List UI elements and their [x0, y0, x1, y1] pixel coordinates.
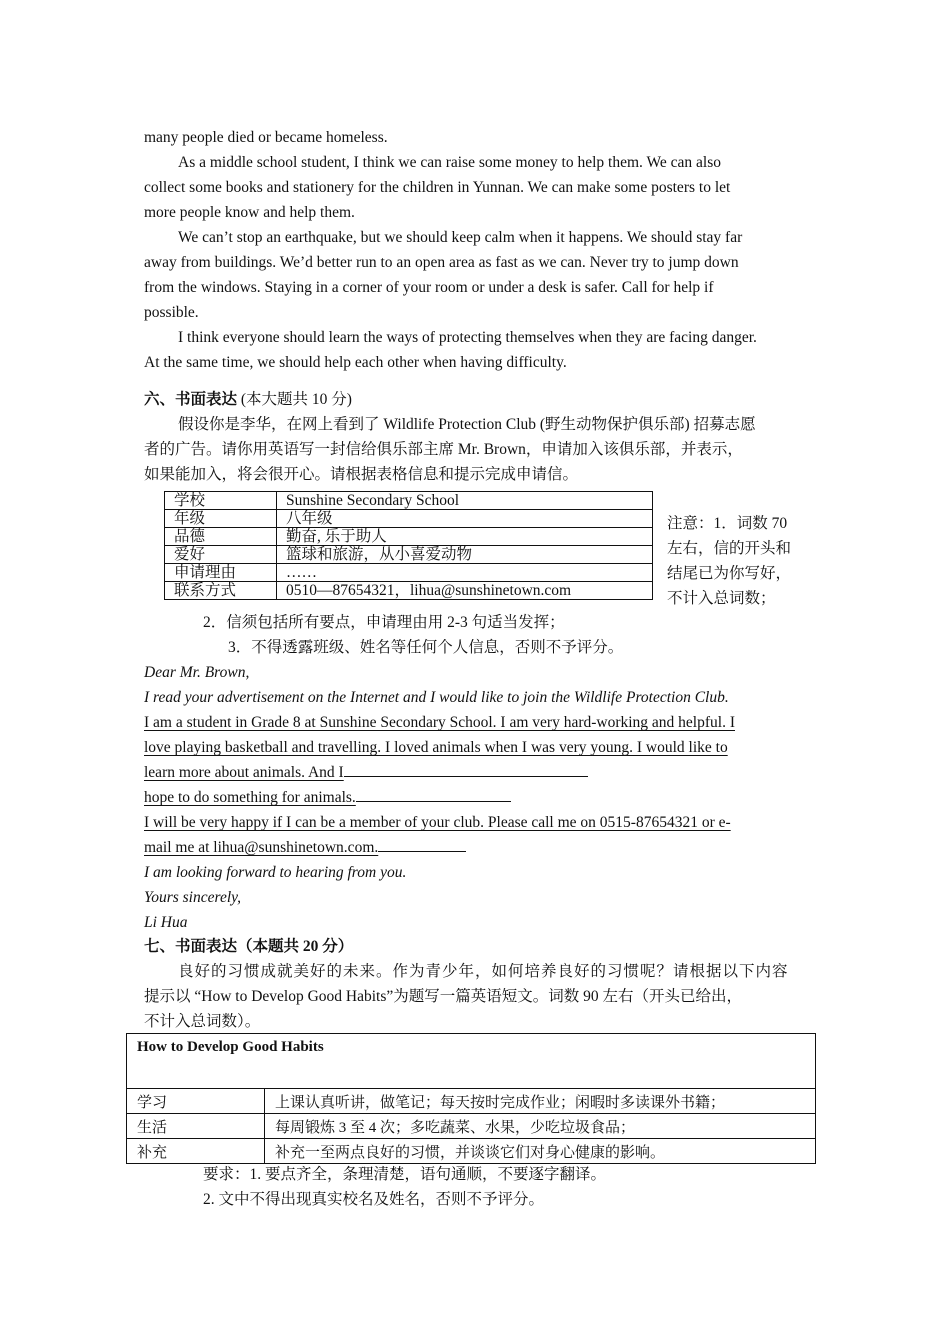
table-value: 0510—87654321，lihua@sunshinetown.com: [277, 582, 653, 600]
letter-sign-off: Yours sincerely,: [144, 889, 242, 906]
passage-line: We can’t stop an earthquake, but we should keep calm when it happens. We should stay far: [178, 229, 743, 246]
table-value: 勤奋, 乐于助人: [277, 528, 653, 546]
section7-instruction: 不计入总词数）。: [144, 1013, 261, 1030]
requirement-2: 2．信须包括所有要点，申请理由用 2-3 句适当发挥；: [203, 614, 565, 631]
habit-table-title: How to Develop Good Habits: [127, 1034, 816, 1089]
table-row: [165, 582, 653, 600]
section7-title: 七、书面表达（本题共 20 分）: [144, 938, 354, 955]
table-value: 八年级: [277, 510, 653, 528]
note-line: 结尾已为你写好，: [667, 565, 792, 582]
table-label: 年级: [165, 510, 277, 528]
table-value: 篮球和旅游，从小喜爱动物: [277, 546, 653, 564]
letter-body-text: mail me at lihua@sunshinetown.com.: [144, 839, 379, 856]
table-label: 联系方式: [165, 582, 277, 600]
section7-instruction: 提示以 “How to Develop Good Habits”为题写一篇英语短文。词数 90 左右（开头已给出，: [144, 988, 743, 1005]
note-line: 注意：1．词数 70: [667, 515, 788, 532]
table-row: [127, 1089, 816, 1114]
table-value: 补充一至两点良好的习惯，并谈谈它们对身心健康的影响。: [265, 1139, 816, 1164]
answer-blank: [378, 837, 466, 852]
letter-body-line: [144, 835, 466, 860]
table-label: 品德: [165, 528, 277, 546]
table-label: 申请理由: [165, 564, 277, 582]
passage-line: away from buildings. We’d better run to an open area as fast as we can. Never try to jump down: [144, 254, 739, 271]
answer-blank: [344, 762, 588, 777]
requirement-3: 3．不得透露班级、姓名等任何个人信息，否则不予评分。: [228, 639, 624, 656]
section6-instruction: 假设你是李华，在网上看到了 Wildlife Protection Club (野生动物保护俱乐部) 招募志愿: [178, 416, 756, 433]
table-label: 生活: [127, 1114, 265, 1139]
letter-body-text: learn more about animals. And I: [144, 764, 344, 781]
passage-line: collect some books and stationery for the children in Yunnan. We can make some posters to let: [144, 179, 731, 196]
letter-closing: I am looking forward to hearing from you.: [144, 864, 407, 881]
table-value: ……: [277, 564, 653, 582]
letter-intro: I read your advertisement on the Internet and I would like to join the Wildlife Protection Club.: [144, 689, 729, 706]
note-line: 左右，信的开头和: [667, 540, 792, 557]
letter-signature: Li Hua: [144, 914, 188, 931]
table-row: [127, 1114, 816, 1139]
table-value: 每周锻炼 3 至 4 次；多吃蔬菜、水果，少吃垃圾食品；: [265, 1114, 816, 1139]
table-label: 学习: [127, 1089, 265, 1114]
passage-line: I think everyone should learn the ways of protecting themselves when they are facing danger.: [178, 329, 757, 346]
letter-body-line: I will be very happy if I can be a member of your club. Please call me on 0515-87654321 or e-: [144, 814, 731, 831]
section6-instruction: 者的广告。请你用英语写一封信给俱乐部主席 Mr. Brown，申请加入该俱乐部，并表示，: [144, 441, 743, 458]
requirement-1: 要求：1. 要点齐全，条理清楚，语句通顺，不要逐字翻译。: [203, 1166, 607, 1183]
answer-blank: [356, 787, 511, 802]
table-row: [165, 528, 653, 546]
section6-title: 六、书面表达: [144, 391, 238, 408]
table-label: 补充: [127, 1139, 265, 1164]
passage-line: many people died or became homeless.: [144, 129, 388, 146]
table-row: [165, 510, 653, 528]
letter-body-text: hope to do something for animals.: [144, 789, 356, 806]
word-count-note: [667, 511, 791, 611]
passage-line: At the same time, we should help each other when having difficulty.: [144, 354, 567, 371]
passage-line: possible.: [144, 304, 199, 321]
table-row: [165, 564, 653, 582]
note-line: 不计入总词数；: [667, 590, 776, 607]
habit-table: [126, 1033, 816, 1164]
table-row: [165, 492, 653, 510]
letter-body-line: I am a student in Grade 8 at Sunshine Secondary School. I am very hard-working and helpful. I: [144, 714, 735, 731]
section6-score: (本大题共 10 分): [240, 391, 352, 408]
table-label: 爱好: [165, 546, 277, 564]
letter-body-line: love playing basketball and travelling. I loved animals when I was very young. I would like to: [144, 739, 728, 756]
section6-instruction: 如果能加入，将会很开心。请根据表格信息和提示完成申请信。: [144, 466, 579, 483]
letter-body-line: [144, 760, 588, 785]
letter-body-line: [144, 785, 511, 810]
letter-greeting: Dear Mr. Brown,: [144, 664, 250, 681]
info-table: [164, 491, 653, 600]
passage-line: more people know and help them.: [144, 204, 355, 221]
table-label: 学校: [165, 492, 277, 510]
requirement-2: 2. 文中不得出现真实校名及姓名，否则不予评分。: [203, 1191, 545, 1208]
table-value: Sunshine Secondary School: [277, 492, 653, 510]
passage-line: As a middle school student, I think we can raise some money to help them. We can also: [178, 154, 721, 171]
table-value: 上课认真听讲，做笔记；每天按时完成作业；闲暇时多读课外书籍；: [265, 1089, 816, 1114]
section6-heading: [144, 387, 352, 412]
table-row: [165, 546, 653, 564]
table-row: [127, 1034, 816, 1089]
table-row: [127, 1139, 816, 1164]
section7-instruction: 良好的习惯成就美好的未来。作为青少年，如何培养良好的习惯呢？请根据以下内容: [178, 963, 789, 980]
passage-line: from the windows. Staying in a corner of your room or under a desk is safer. Call for help if: [144, 279, 714, 296]
